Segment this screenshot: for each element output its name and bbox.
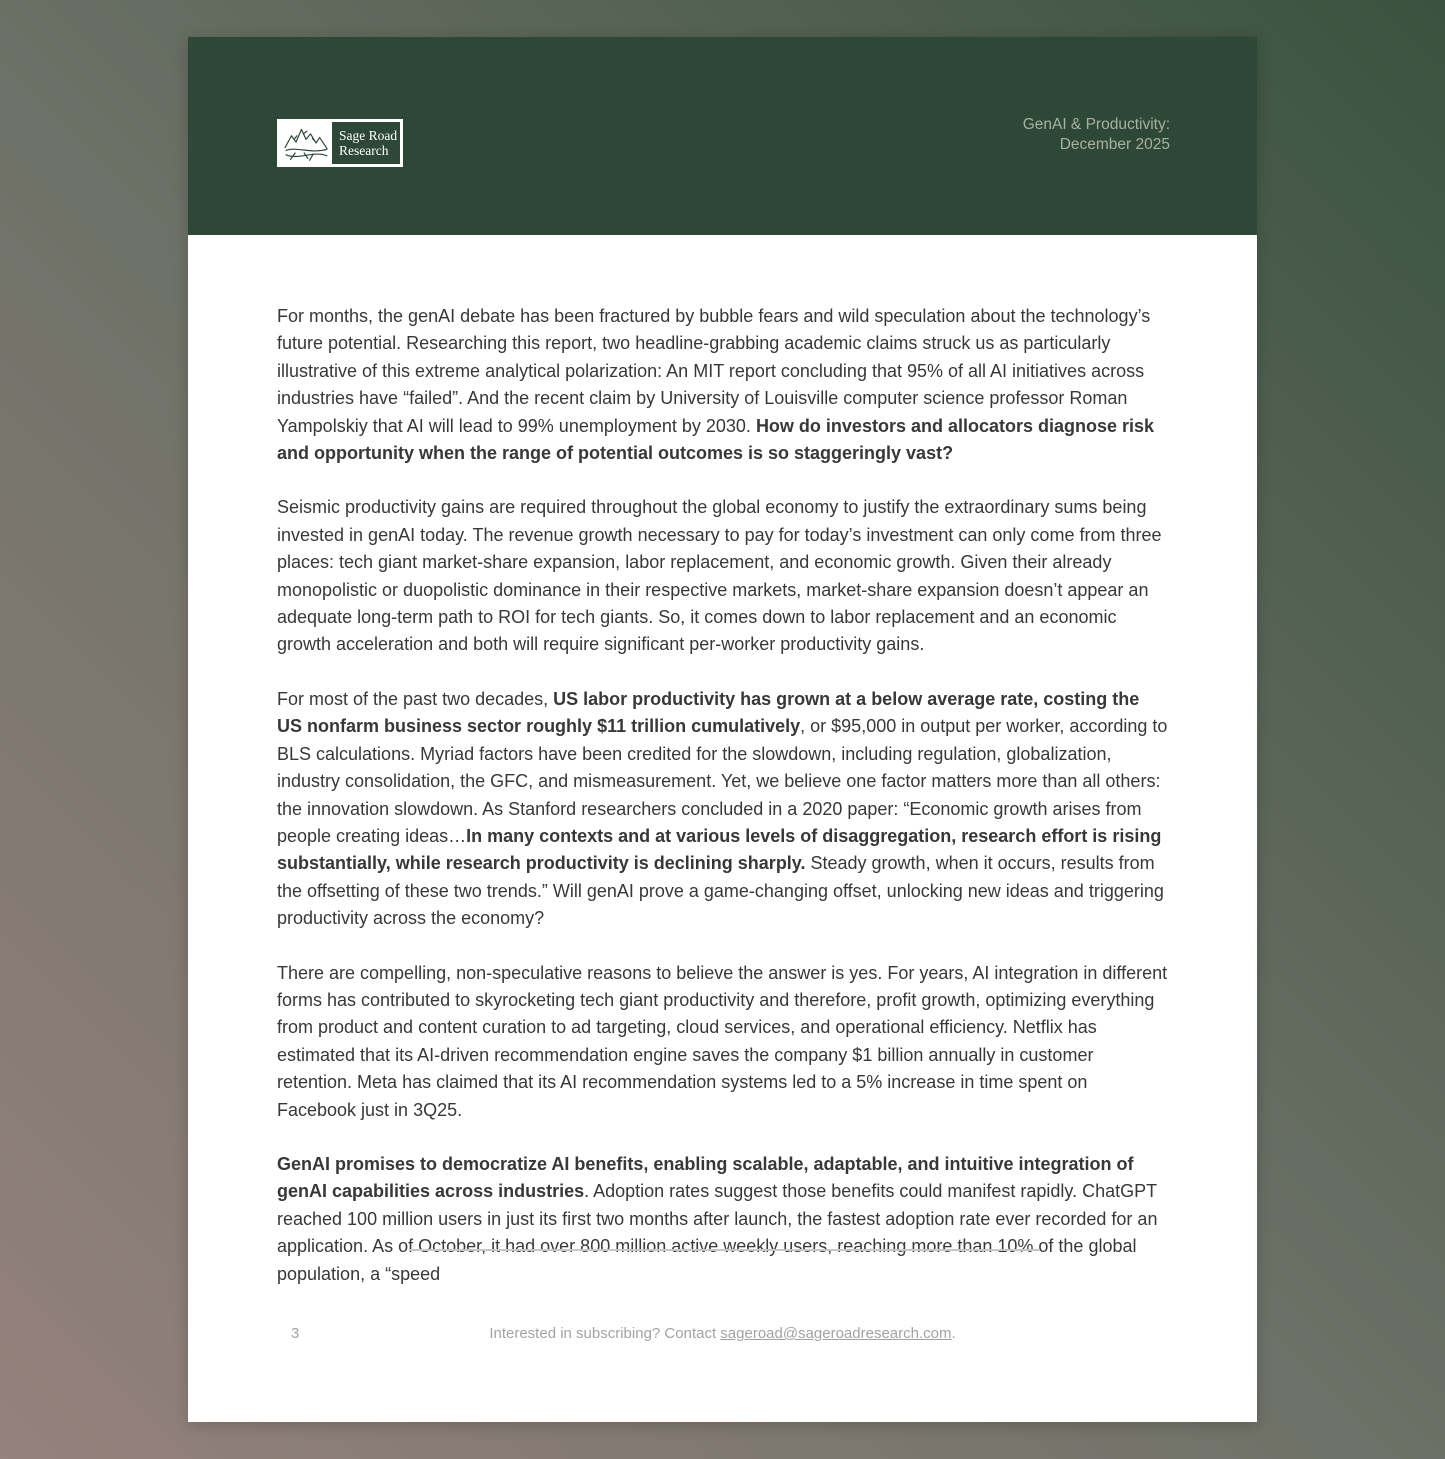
report-body [188, 235, 1257, 1288]
footer-divider [410, 1249, 1040, 1251]
page-number: 3 [291, 1325, 300, 1342]
mountain-road-icon [280, 122, 332, 164]
body-paragraph: There are compelling, non-speculative reasons to believe the answer is yes. For years, AI integration in different forms has contributed to skyrocketing tech giant productivity and therefore, profit growth, optimizing everything from product and content curation to ad targeting, cloud services, and operational efficiency. Netflix has estimated that its AI-driven recommendation engine saves the company $1 billion annually in customer retention. Meta has claimed that its AI recommendation systems led to a 5% increase in time spent on Facebook just in 3Q25. [277, 962, 1168, 1120]
body-paragraph: GenAI promises to democratize AI benefits, enabling scalable, adaptable, and intuitive integration of genAI capabilities across industries. Adoption rates suggest those benefits could manifest rapidly. ChatGPT reached 100 million users in just its first two months after launch, the fastest adoption rate ever recorded for an application. As of October, it had over 800 million active weekly users, reaching more than 10% of the global population, a “speed [277, 1153, 1158, 1284]
body-paragraph: For most of the past two decades, US labor productivity has grown at a below average rate, costing the US nonfarm business sector roughly $11 trillion cumulatively, or $95,000 in output per worker, according to BLS calculations. Myriad factors have been credited for the slowdown, including regulation, globalization, industry consolidation, the GFC, and mismeasurement. Yet, we believe one factor matters more than all others: the innovation slowdown. As Stanford researchers concluded in a 2020 paper: “Economic growth arises from people creating ideas…In many contexts and at various levels of disaggregation, research effort is rising substantially, while research productivity is declining sharply. Steady growth, when it occurs, results from the offsetting of these two trends.” Will genAI prove a game-changing offset, unlocking new ideas and triggering productivity across the economy? [277, 688, 1168, 929]
report-title: GenAI & Productivity: [1022, 116, 1170, 133]
page-footer [188, 1319, 1257, 1349]
body-paragraph: Seismic productivity gains are required throughout the global economy to justify the extraordinary sums being invested in genAI today. The revenue growth necessary to pay for today’s investment can only come from three places: tech giant market-share expansion, labor replacement, and economic growth. Given their already monopolistic or duopolistic dominance in their respective markets, market-share expansion doesn’t appear an adequate long-term path to ROI for tech giants. So, it comes down to labor replacement and an economic growth acceleration and both will require significant per-worker productivity gains. [277, 497, 1162, 655]
subscribe-suffix: . [951, 1325, 956, 1342]
logo-wordmark [332, 122, 400, 164]
report-date: December 2025 [1059, 136, 1170, 153]
report-header-meta [1023, 115, 1170, 155]
body-paragraph: For months, the genAI debate has been fractured by bubble fears and wild speculation about the technology’s future potential. Researching this report, two headline-grabbing academic claims struck us as particularly illustrative of this extreme analytical polarization: An MIT report concluding that 95% of all AI initiatives across industries have “failed”. And the recent claim by University of Louisville computer science professor Roman Yampolskiy that AI will lead to 99% unemployment by 2030. How do investors and allocators diagnose risk and opportunity when the range of potential outcomes is so staggeringly vast? [277, 306, 1155, 464]
page-header-band [188, 37, 1257, 235]
subscribe-note [188, 1319, 1257, 1349]
logo-text-line2: Research [339, 143, 389, 158]
report-page [188, 37, 1257, 1422]
subscribe-text: Interested in subscribing? Contact [489, 1325, 721, 1342]
logo-text-line1: Sage Road [339, 128, 398, 143]
contact-email-link[interactable]: sageroad@sageroadresearch.com [720, 1325, 952, 1342]
sage-road-logo [277, 119, 403, 167]
